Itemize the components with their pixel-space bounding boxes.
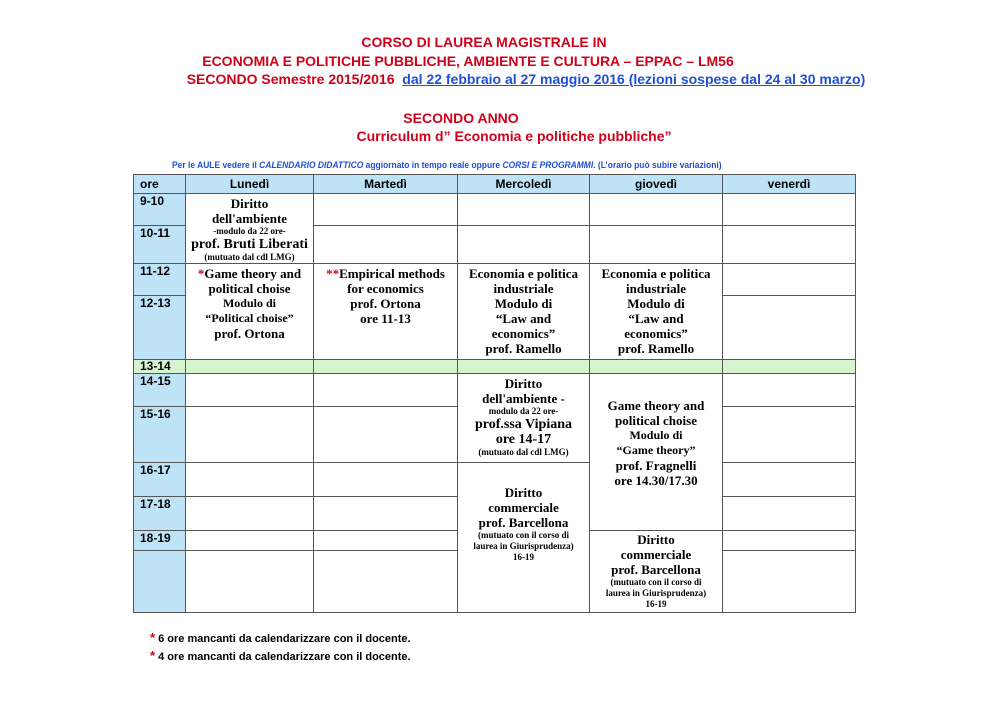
lesson-note: 16-19 (513, 552, 534, 562)
lesson-line: political choise (208, 281, 291, 296)
hour-cell: 11-12 (134, 264, 186, 296)
footnote-star: * (150, 630, 156, 645)
lesson-title: Diritto (504, 485, 543, 500)
empty-cell (723, 264, 856, 296)
lesson-line: Modulo di (494, 296, 553, 311)
col-header-venerdi: venerdì (723, 175, 856, 194)
footnote-star: * (197, 266, 205, 281)
empty-cell (186, 551, 314, 613)
lesson-line: “Law and (628, 311, 684, 326)
lesson-game-theory-mon (186, 264, 314, 360)
semester-line (30, 71, 992, 88)
empty-cell (723, 360, 856, 374)
empty-cell (723, 226, 856, 264)
col-header-lunedi: Lunedì (186, 175, 314, 194)
lesson-line: “Law and (495, 311, 552, 326)
hour-cell: 14-15 (134, 374, 186, 407)
lesson-title: Economia e politica (601, 266, 711, 281)
calendar-link[interactable]: CALENDARIO DIDATTICO (259, 160, 364, 170)
empty-cell (723, 551, 856, 613)
col-header-ore: ore (134, 175, 186, 194)
lesson-hours: ore 14.30/17.30 (614, 473, 698, 488)
lesson-note: modulo da 22 ore- (488, 406, 559, 416)
lesson-line: Diritto (230, 196, 269, 211)
lesson-professor: prof. Barcellona (611, 562, 701, 577)
footnote-star: ** (326, 266, 340, 281)
lesson-professor: prof. Ortona (214, 326, 285, 341)
semester-label: SECONDO Semestre 2015/2016 (186, 71, 395, 87)
lesson-line: dell'ambiente (211, 211, 288, 226)
year-title: SECONDO ANNO (403, 110, 519, 126)
empty-cell (186, 463, 314, 497)
rooms-note (172, 160, 722, 170)
empty-cell (723, 463, 856, 497)
note-text-3: . (L’orario può subire variazioni) (593, 160, 722, 170)
lesson-line: “Game theory” (616, 443, 696, 457)
lesson-title: Diritto (637, 532, 675, 547)
hour-cell: 9-10 (134, 194, 186, 226)
empty-cell (314, 407, 458, 463)
lesson-professor: prof. Ramello (617, 341, 695, 356)
lesson-line: for economics (347, 281, 424, 296)
course-name: ECONOMIA E POLITICHE PUBBLICHE, AMBIENTE E CULTURA – EPPAC – LM56 (202, 53, 734, 69)
lesson-note: laurea in Giurisprudenza) (473, 541, 574, 551)
lesson-economia-industriale-thu (590, 264, 723, 360)
lesson-note: (mutuato dal cdl LMG) (478, 447, 569, 457)
lesson-note: 16-19 (645, 599, 667, 609)
empty-cell (314, 551, 458, 613)
lesson-title: Empirical methods (339, 266, 445, 281)
lesson-line: economics” (624, 326, 688, 341)
lesson-diritto-commerciale-thu (590, 531, 723, 613)
timetable-header-row (134, 175, 856, 194)
empty-cell (723, 407, 856, 463)
empty-cell (723, 531, 856, 551)
lesson-note: laurea in Giurisprudenza) (605, 588, 707, 598)
lesson-line: economics” (491, 326, 556, 341)
lesson-line (314, 266, 457, 281)
lesson-economia-industriale-wed (458, 264, 590, 360)
table-row (134, 194, 856, 226)
lesson-line (186, 266, 313, 281)
hour-cell: 17-18 (134, 497, 186, 531)
empty-cell (186, 360, 314, 374)
lesson-professor: prof. Ortona (350, 296, 421, 311)
lesson-title: Economia e politica (468, 266, 579, 281)
empty-cell (314, 194, 458, 226)
empty-cell (723, 194, 856, 226)
empty-cell (186, 497, 314, 531)
table-row (134, 374, 856, 407)
table-row (134, 264, 856, 296)
empty-cell (314, 497, 458, 531)
lesson-professor: prof. Barcellona (478, 515, 569, 530)
empty-cell (186, 531, 314, 551)
empty-cell (723, 296, 856, 360)
courses-link[interactable]: CORSI E PROGRAMMI (502, 160, 594, 170)
lesson-professor: prof. Ramello (485, 341, 562, 356)
col-header-martedi: Martedì (314, 175, 458, 194)
empty-cell (458, 194, 590, 226)
empty-cell (590, 226, 723, 264)
lesson-hours: ore 11-13 (360, 311, 411, 326)
lesson-line: Modulo di (627, 296, 685, 311)
empty-cell (186, 407, 314, 463)
lesson-professor: prof. Fragnelli (615, 458, 697, 473)
note-text-1: Per le AULE vedere il (172, 160, 260, 170)
footnote-star: * (150, 648, 156, 663)
hour-cell: 16-17 (134, 463, 186, 497)
lesson-line: commerciale (620, 547, 692, 562)
lesson-line: Modulo di (629, 428, 683, 442)
lesson-title: Game theory and (204, 266, 302, 281)
footnote-text: 6 ore mancanti da calendarizzare con il docente. (155, 633, 411, 645)
empty-cell (314, 531, 458, 551)
empty-cell (723, 374, 856, 407)
lesson-line: industriale (493, 281, 554, 296)
hour-cell: 12-13 (134, 296, 186, 360)
lesson-line: commerciale (488, 500, 559, 515)
lesson-empirical-methods-tue (314, 264, 458, 360)
empty-cell (590, 194, 723, 226)
empty-cell (458, 360, 590, 374)
col-header-giovedi: giovedì (590, 175, 723, 194)
empty-cell (458, 226, 590, 264)
semester-dates-link[interactable]: dal 22 febbraio al 27 maggio 2016 (lezioni sospese dal 24 al 30 marzo) (402, 71, 866, 87)
empty-cell (186, 374, 314, 407)
lesson-diritto-commerciale-wed (458, 463, 590, 613)
lesson-note: (mutuato con il corso di (610, 577, 702, 587)
hour-cell (134, 551, 186, 613)
hour-cell: 18-19 (134, 531, 186, 551)
hour-cell: 13-14 (134, 360, 186, 374)
empty-cell (590, 360, 723, 374)
curriculum-title: Curriculum d” Economia e politiche pubbliche” (356, 128, 672, 144)
lesson-game-theory-thu (590, 374, 723, 531)
lesson-hours: ore 14-17 (495, 432, 552, 447)
lesson-diritto-ambiente-wed (458, 374, 590, 463)
lesson-title: Game theory and (607, 398, 705, 413)
empty-cell (314, 226, 458, 264)
lesson-line: “Political choise” (205, 311, 294, 325)
lesson-line: industriale (626, 281, 686, 296)
empty-cell (723, 497, 856, 531)
table-row (134, 463, 856, 497)
footnote-2 (150, 648, 411, 663)
hour-cell: 15-16 (134, 407, 186, 463)
lesson-line: dell'ambiente - (482, 391, 565, 406)
lesson-note: -modulo da 22 ore- (213, 226, 286, 236)
lesson-note: (mutuato con il corso di (478, 530, 569, 540)
empty-cell (314, 463, 458, 497)
course-title: CORSO DI LAUREA MAGISTRALE IN (361, 34, 607, 50)
lesson-note: (mutuato dal cdl LMG) (204, 252, 295, 262)
table-row (134, 360, 856, 374)
note-text-2: aggiornato in tempo reale oppure (363, 160, 503, 170)
footnote-text: 4 ore mancanti da calendarizzare con il docente. (155, 651, 411, 663)
timetable (133, 174, 856, 613)
hour-cell: 10-11 (134, 226, 186, 264)
empty-cell (314, 360, 458, 374)
footnote-1 (150, 630, 411, 645)
lesson-line: Modulo di (222, 296, 276, 310)
lesson-line: political choise (615, 413, 697, 428)
col-header-mercoledi: Mercoledì (458, 175, 590, 194)
lesson-professor: prof. Bruti Liberati (191, 237, 308, 252)
lesson-diritto-ambiente-mon (186, 194, 314, 264)
empty-cell (314, 374, 458, 407)
lesson-line: Diritto (504, 376, 543, 391)
lesson-professor: prof.ssa Vipiana (475, 417, 572, 432)
